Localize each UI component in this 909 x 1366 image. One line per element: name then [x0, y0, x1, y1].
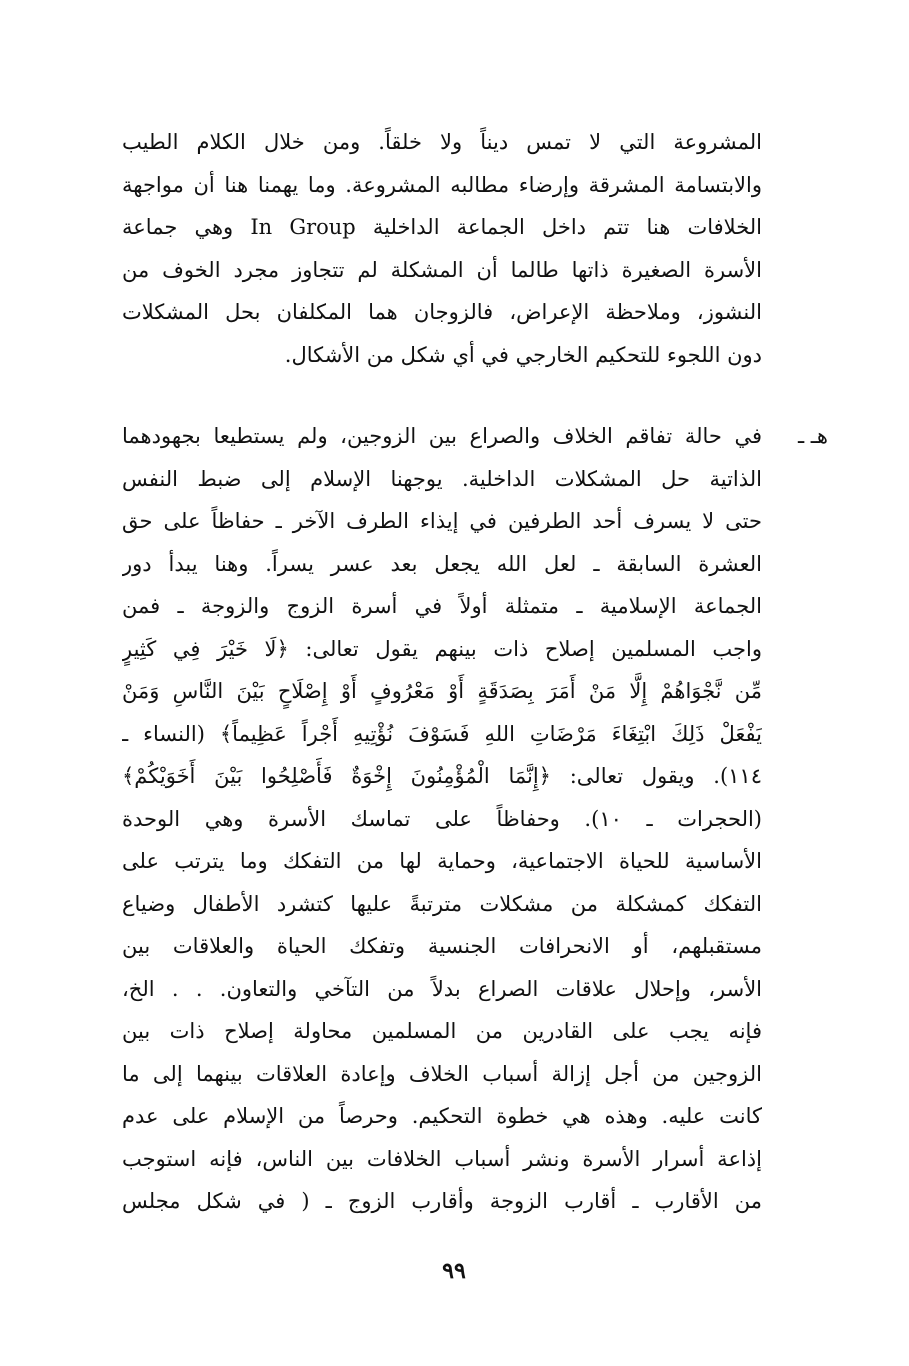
section-marker: هـ ـ [797, 424, 828, 448]
text-line: مستقبلهم، أو الانحرافات الجنسية وتفكك الحياة والعلاقات بين [122, 934, 762, 958]
text-line: دون اللجوء للتحكيم الخارجي في أي شكل من الأشكال. [284, 342, 762, 367]
paragraph-2 [122, 415, 762, 1223]
text-line: الزوجين من أجل إزالة أسباب الخلاف وإعادة العلاقات بينهما إلى ما [122, 1061, 762, 1086]
text-line: التفكك كمشكلة من مشكلات مترتبةً عليها كتشرد الأطفال وضياع [122, 891, 762, 916]
text-line: الجماعة الإسلامية ـ متمثلة أولاً في أسرة الزوج والزوجة ـ فمن [122, 594, 762, 618]
text-line: كانت عليه. وهذه هي خطوة التحكيم. وحرصاً من الإسلام على عدم [122, 1104, 762, 1128]
text-line: الذاتية حل المشكلات الداخلية. يوجهنا الإسلام إلى ضبط النفس [122, 466, 762, 491]
text-line: الأساسية للحياة الاجتماعية، وحماية لها من التفكك وما يترتب على [122, 849, 762, 873]
text-line: (الحجرات ـ ١٠). وحفاظاً على تماسك الأسرة وهي الوحدة [122, 806, 762, 831]
text-line: في حالة تفاقم الخلاف والصراع بين الزوجين، ولم يستطيعا بجهودهما [122, 424, 762, 448]
text-line: والابتسامة المشرقة وإرضاء مطالبه المشروعة. وما يهمنا هنا أن مواجهة [122, 172, 762, 197]
text-line: الأسرة الصغيرة ذاتها طالما أن المشكلة لم تتجاوز مجرد الخوف من [122, 257, 762, 282]
text-line: من الأقارب ـ أقارب الزوجة وأقارب الزوج ـ ( في شكل مجلس [122, 1189, 762, 1213]
text-line: واجب المسلمين إصلاح ذات بينهم يقول تعالى: ﴿لَا خَيْرَ فِي كَثِيرٍ [122, 636, 762, 661]
quran-verse-line: مِّن نَّجْوَاهُمْ إِلَّا مَنْ أَمَرَ بِصَدَقَةٍ أَوْ مَعْرُوفٍ أَوْ إِصْلَاحٍ بَيْنَ النَّاسِ وَمَنْ [122, 679, 762, 703]
text-line: الأسر، وإحلال علاقات الصراع بدلاً من التآخي والتعاون. . . الخ، [122, 976, 762, 1001]
page-number: ٩٩ [442, 1258, 466, 1284]
text-line: فإنه يجب على القادرين من المسلمين محاولة إصلاح ذات بين [122, 1019, 762, 1043]
quran-verse-line: يَفْعَلْ ذَلِكَ ابْتِغَاءَ مَرْضَاتِ اللهِ فَسَوْفَ نُؤْتِيهِ أَجْراً عَظِيماً﴾ (النساء ـ [122, 721, 762, 746]
text-line: الخلافات هنا تتم داخل الجماعة الداخلية In Group وهي جماعة [122, 215, 762, 239]
text-line: النشوز، وملاحظة الإعراض، فالزوجان هما المكلفان بحل المشكلات [122, 300, 762, 324]
text-line: المشروعة التي لا تمس ديناً ولا خلقاً. ومن خلال الكلام الطيب [122, 130, 762, 154]
quran-verse-line: ١١٤). ويقول تعالى: ﴿إِنَّمَا الْمُؤْمِنُونَ إِخْوَةٌ فَأَصْلِحُوا بَيْنَ أَخَوَيْكُمْ﴾ [122, 764, 762, 788]
text-line: حتى لا يسرف أحد الطرفين في إيذاء الطرف الآخر ـ حفاظاً على حق [122, 509, 762, 533]
paragraph-1 [122, 121, 762, 376]
text-line: إذاعة أسرار الأسرة ونشر أسباب الخلافات بين الناس، فإنه استوجب [122, 1146, 762, 1171]
text-line: العشرة السابقة ـ لعل الله يجعل بعد عسر يسراً. وهنا يبدأ دور [122, 551, 762, 576]
